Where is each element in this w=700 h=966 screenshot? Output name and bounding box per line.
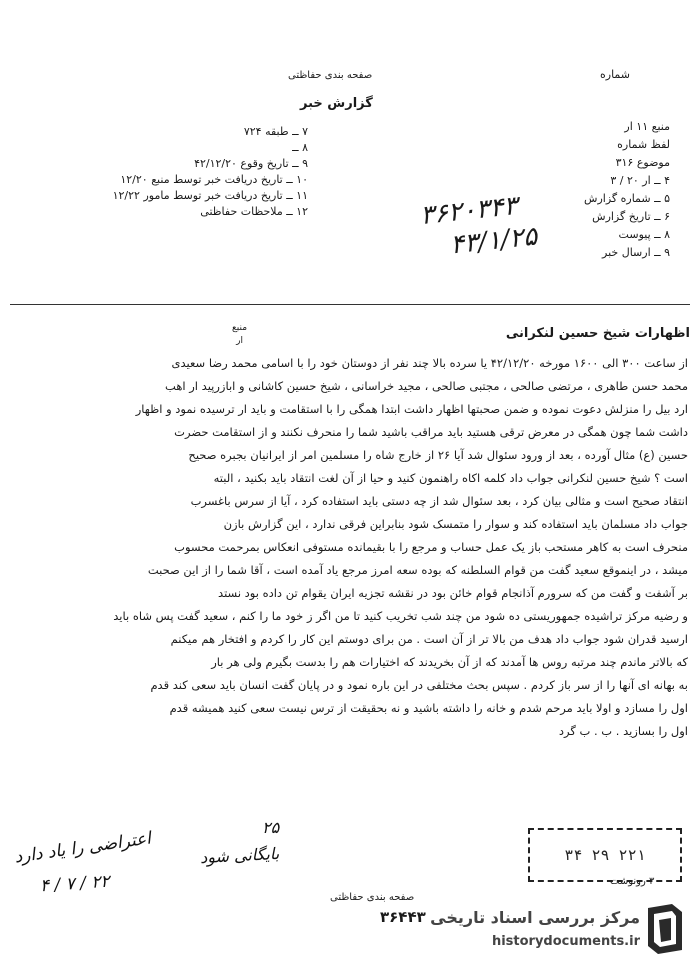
handwritten-date: ۴ / ۷ / ۲۲: [39, 871, 111, 897]
right-field: ۵ ــ شماره گزارش: [584, 192, 670, 205]
body-line: منحرف است به کاهر مستحب باز یک عمل حساب و مرجع را با بقیمانده مستوفی انعکاس بمرحمت محسوب: [174, 540, 688, 554]
divider-line: [10, 304, 690, 305]
right-field: منبع ۱۱ ار: [624, 120, 670, 133]
left-field: ۱۰ ــ تاریخ دریافت خبر توسط منبع ۱۲/۲۰: [120, 173, 308, 186]
body-line: ارسید قدران شود جواب داد هدف من بالا تر از آن است . من برای دوستم این کار را کردم و افتخار هم میکنم: [170, 632, 688, 646]
handwritten-number: ۳۶۲۰۳۴۳: [418, 190, 520, 232]
left-field: ۸ ــ: [292, 141, 308, 154]
body-line: ارد بیل را منزلش دعوت نموده و ضمن صحبتها اظهار داشت ابتدا همگی را با استقامت و باید ار ترسیده نمود و اظهار: [135, 402, 688, 416]
body-line: از ساعت ۳۰۰ الی ۱۶۰۰ مورخه ۴۲/۱۲/۲۰ یا سرده بالا چند نفر از دوستان خود را با اسامی محمد رضا سعیدی: [171, 356, 688, 370]
bottom-classification: صفحه بندی حفاظتی: [330, 892, 415, 903]
handwritten-note: اعتراضی را یاد دارد: [13, 828, 153, 868]
right-field: لفظ شماره: [617, 138, 670, 151]
left-field: ۷ ــ طبقه ۷۲۴: [243, 125, 308, 138]
body-line: انتقاد صحیح است و مثالی بیان کرد ، بعد سئوال شد از چه دستی باید استفاده کرد ، آیا از سرس باغسرب: [190, 494, 688, 508]
body-line: بر آشفت و گفت من که سرورم آذانجام قوام خائن بود در نقشه تجزیه ایران یقوام تن داده بود نستد: [218, 586, 688, 600]
report-body: [8, 352, 688, 743]
top-right-mark: شماره: [600, 68, 631, 81]
body-line: به بهانه ای آنها را از سر باز کردم . سپس بحث مختلفی در این باره نمود و در پایان گفت انسان باید سعی کند قدم: [150, 678, 688, 692]
right-field: ۸ ــ پیوست: [618, 228, 670, 241]
right-field: ۴ ــ ار ۲۰ / ۳: [610, 174, 670, 187]
right-field: موضوع ۳۱۶: [615, 156, 670, 169]
right-field: ۶ ــ تاریخ گزارش: [592, 210, 670, 223]
stamp-box: ۳۴ ۲۹ ۲۲۱: [528, 828, 682, 882]
side-note-line: منبع: [232, 323, 248, 333]
watermark-url: historydocuments.ir: [491, 934, 640, 949]
body-line: اول را بسازید . ب . ب گرد: [558, 724, 688, 738]
handwritten-date: ۴۳/۱/۲۵: [448, 221, 539, 261]
body-line: و رضیه مرکز تراشیده جمهوریستی ده شود من چند شب تخریب کنید تا من اگر ز خود ما را کنم ، سعید گفت پس شاه باید: [113, 609, 688, 623]
body-line: میشد ، در اینموقع سعید گفت من قوام السلطنه که بوده سعه امرز مرجع یاد آمده است ، آقا شما را از این صحبت: [147, 563, 688, 577]
handwritten-number: ۲۵: [262, 818, 280, 837]
left-field: ۱۲ ــ ملاحظات حفاظتی: [200, 205, 308, 218]
body-line: داشت شما چون همگی در معرض ترقی هستید باید مراقب باشید شما را منحرف نکنند و از استقامت حضرت: [174, 425, 688, 439]
watermark-title: مرکز بررسی اسناد تاریخی: [430, 908, 640, 927]
body-line: اول را مسازد و اولا باید مرحم شدم و خانه را داشته باشید و نه بحقیقت از ترس نیست سعی کنید همیشه قدم: [169, 701, 688, 715]
body-line: که بالاتر ماندم چند مرتبه روس ها آمدند که از آن بخریدند که اختیارات هم را بدست بگیرم ولی هر بار: [211, 655, 688, 669]
body-line: محمد حسن طاهری ، مرتضی صالحی ، مجتبی صالحی ، مجید خراسانی ، شیخ حسین کاشانی و ابازرپید ار اهب: [165, 379, 688, 393]
side-note-line: ار: [236, 336, 243, 346]
left-field: ۹ ــ تاریخ وقوع ۴۲/۱۲/۲۰: [194, 157, 308, 170]
left-field: ۱۱ ــ تاریخ دریافت خبر توسط مامور ۱۲/۲۲: [112, 189, 308, 202]
body-line: جواب داد مسلمان باید استفاده کند و سوار را متمسک شود بنابراین فرقی ندارد ، این گزارش بازن: [223, 517, 688, 531]
watermark: [430, 900, 692, 960]
archive-logo-icon: [642, 902, 688, 956]
classification-label: صفحه بندی حفاظتی: [288, 70, 373, 81]
left-field-list: [18, 124, 308, 220]
report-title: گزارش خبر: [300, 96, 373, 111]
body-line: است ؟ شیخ حسین لنکرانی جواب داد کلمه اکاه راهنمون کنید و حیا از آن لغت انتقاد باید بکنید ، البته: [213, 471, 688, 485]
handwritten-instruction: بایگانی شود: [199, 843, 280, 868]
document-number: ۳۶۴۴۳: [380, 908, 426, 926]
bottom-note: ۳۰ رونوشت: [610, 876, 660, 887]
section-title: اظهارات شیخ حسین لنکرانی: [505, 326, 690, 341]
right-field: ۹ ــ ارسال خبر: [602, 246, 670, 259]
body-line: حسین (ع) مثال آورده ، بعد از ورود سئوال شد آیا ۲۶ از خارج شاه را مسلمین امر از ایرانیان بجبره صحیح: [188, 448, 688, 462]
